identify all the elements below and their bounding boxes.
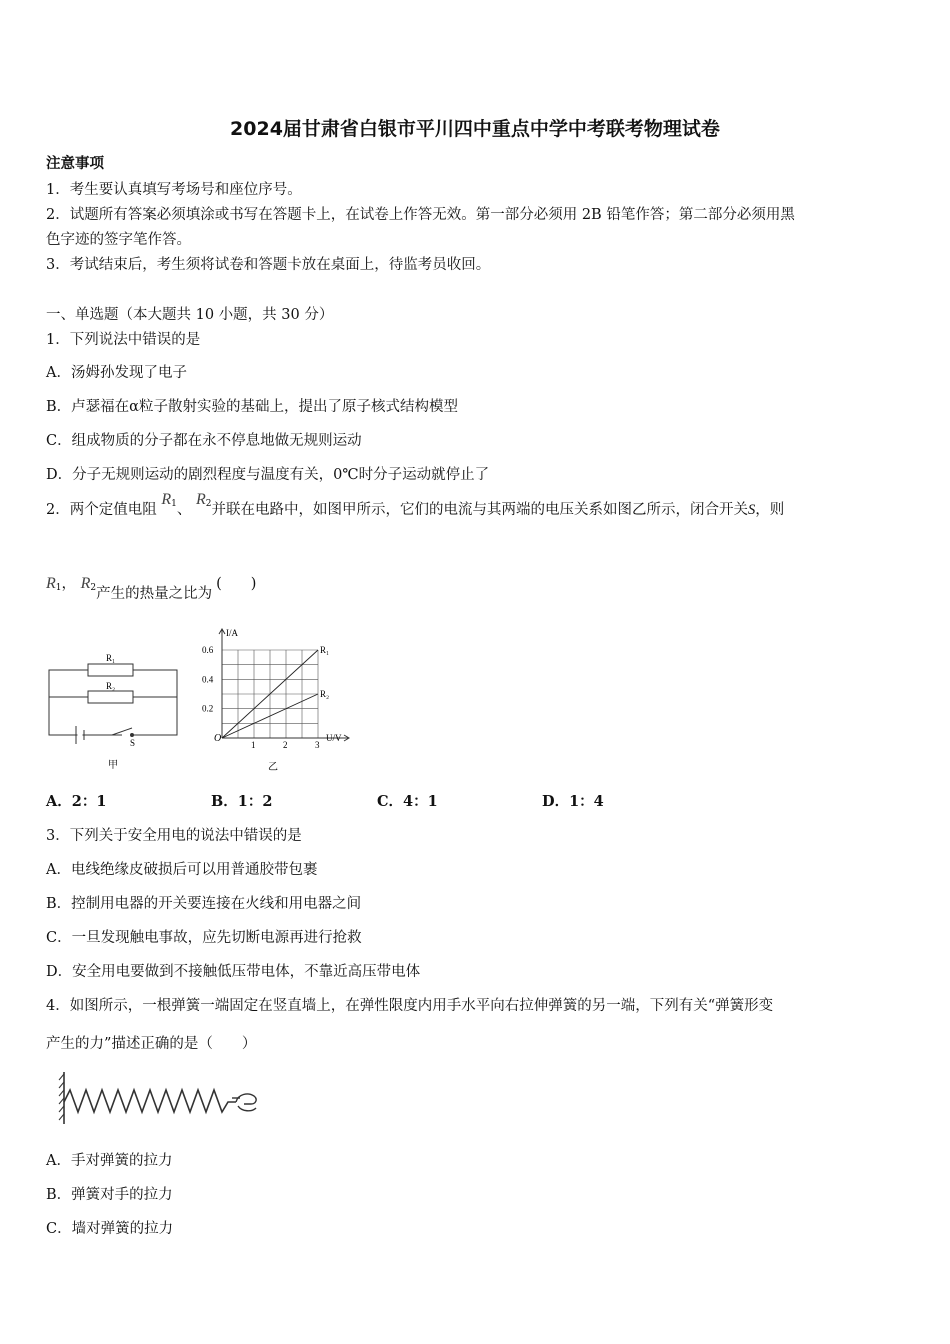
question-2-stem-line2: $R_1$， $R_2$产生的热量之比为( ) bbox=[46, 575, 257, 602]
origin-label: O bbox=[214, 733, 222, 744]
series-label-1: R₁ bbox=[320, 645, 330, 655]
notice-item: 3．考试结束后，考生须将试卷和答题卡放在桌面上，待监考员收回。 bbox=[46, 257, 491, 273]
notice-item: 1．考生要认真填写考场号和座位序号。 bbox=[46, 182, 302, 198]
x-tick-label: 2 bbox=[283, 740, 288, 750]
iu-chart bbox=[196, 626, 366, 776]
question-1-option-b[interactable]: B．卢瑟福在α粒子散射实验的基础上，提出了原子核式结构模型 bbox=[46, 399, 458, 415]
question-2-option-b[interactable]: B．1：2 bbox=[211, 793, 273, 810]
question-3-stem: 3．下列关于安全用电的说法中错误的是 bbox=[46, 828, 302, 844]
y-tick-label: 0.6 bbox=[202, 645, 214, 655]
question-3-option-b[interactable]: B．控制用电器的开关要连接在火线和用电器之间 bbox=[46, 896, 362, 912]
section-heading: 一、单选题（本大题共 10 小题，共 30 分） bbox=[46, 307, 334, 323]
circuit-switch-label: S bbox=[130, 738, 136, 748]
circuit-caption: 甲 bbox=[108, 760, 118, 771]
circuit-r1-label: R₁ bbox=[106, 653, 116, 663]
x-tick-label: 3 bbox=[315, 740, 320, 750]
circuit-diagram bbox=[40, 640, 190, 772]
question-3-option-c[interactable]: C．一旦发现触电事故，应先切断电源再进行抢救 bbox=[46, 930, 362, 946]
question-1-option-a[interactable]: A．汤姆孙发现了电子 bbox=[46, 365, 187, 381]
spring-figure bbox=[56, 1066, 266, 1128]
question-2-option-a[interactable]: A．2：1 bbox=[46, 793, 107, 810]
x-tick-label: 1 bbox=[251, 740, 256, 750]
notice-heading: 注意事项 bbox=[46, 155, 104, 172]
question-2-option-c[interactable]: C．4：1 bbox=[377, 793, 438, 810]
question-2-stem: 2．两个定值电阻 $R_1$、 $R_2$并联在电路中，如图甲所示，它们的电流与其两端的电压关系如图乙所示，闭合开关S，则 bbox=[46, 491, 785, 518]
spring-icon bbox=[64, 1090, 236, 1112]
page-title: 2024届甘肃省白银市平川四中重点中学中考联考物理试卷 bbox=[230, 118, 720, 140]
question-1-stem: 1．下列说法中错误的是 bbox=[46, 332, 201, 348]
question-1-option-d[interactable]: D．分子无规则运动的剧烈程度与温度有关，0℃时分子运动就停止了 bbox=[46, 467, 490, 483]
question-4-option-a[interactable]: A．手对弹簧的拉力 bbox=[46, 1153, 173, 1169]
notice-item: 2．试题所有答案必须填涂或书写在答题卡上，在试卷上作答无效。第一部分必须用 2B 铅笔作答；第二部分必须用黑 bbox=[46, 207, 795, 223]
notice-item: 色字迹的签字笔作答。 bbox=[46, 232, 191, 248]
question-4-stem-line2: 产生的力”描述正确的是（ ） bbox=[46, 1036, 257, 1052]
chart-caption: 乙 bbox=[268, 762, 278, 773]
question-3-option-a[interactable]: A．电线绝缘皮破损后可以用普通胶带包裹 bbox=[46, 862, 318, 878]
y-axis-label: I/A bbox=[226, 628, 238, 638]
question-4-option-c[interactable]: C．墙对弹簧的拉力 bbox=[46, 1221, 174, 1237]
question-3-option-d[interactable]: D．安全用电要做到不接触低压带电体，不靠近高压带电体 bbox=[46, 964, 421, 980]
y-tick-label: 0.4 bbox=[202, 674, 214, 685]
question-2-option-d[interactable]: D．1：4 bbox=[542, 793, 604, 810]
switch-symbol: S bbox=[747, 502, 756, 518]
resistor-r1-symbol: R bbox=[161, 491, 172, 508]
resistor-r2-symbol: R bbox=[195, 491, 206, 508]
circuit-r2-label: R₂ bbox=[106, 681, 116, 691]
question-4-option-b[interactable]: B．弹簧对手的拉力 bbox=[46, 1187, 173, 1203]
y-tick-label: 0.2 bbox=[202, 703, 214, 714]
question-1-option-c[interactable]: C．组成物质的分子都在永不停息地做无规则运动 bbox=[46, 433, 362, 449]
series-label-2: R₂ bbox=[320, 689, 330, 699]
x-axis-label: U/V bbox=[326, 733, 342, 743]
question-4-stem: 4．如图所示，一根弹簧一端固定在竖直墙上，在弹性限度内用手水平向右拉伸弹簧的另一端，下列有关“弹簧形变 bbox=[46, 998, 774, 1014]
